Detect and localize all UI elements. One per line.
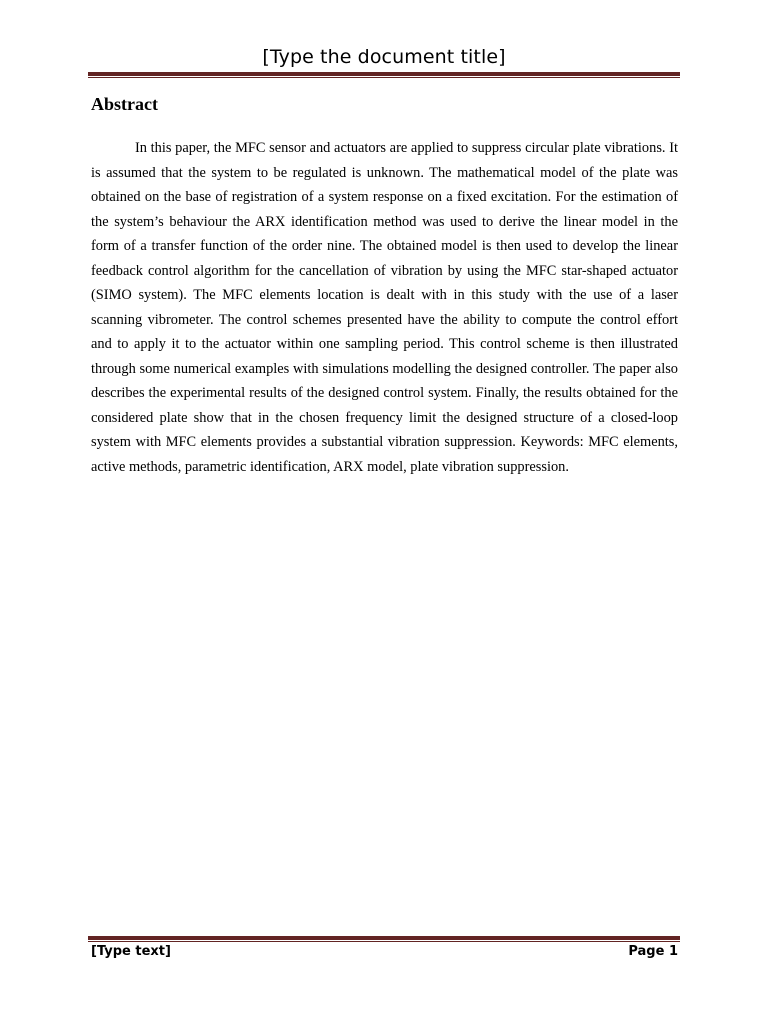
header-rule-thick bbox=[88, 72, 680, 76]
header-rule-thin bbox=[88, 77, 680, 78]
page-number: Page 1 bbox=[628, 944, 678, 959]
footer-rule-thick bbox=[88, 936, 680, 940]
footer-rule-thin bbox=[88, 941, 680, 942]
document-title: [Type the document title] bbox=[262, 46, 506, 68]
abstract-heading: Abstract bbox=[91, 94, 158, 114]
footer-text: [Type text] bbox=[91, 944, 171, 959]
abstract-body: In this paper, the MFC sensor and actuators are applied to suppress circular plate vibrations. It is assumed that the system to be regulated is unknown. The mathematical model of the plate was obtained on the base of registration of a system response on a fixed excitation. For the estimation of the system’s behaviour the ARX identification method was used to derive the linear model in the form of a transfer function of the order nine. The obtained model is then used to develop the linear feedback control algorithm for the cancellation of vibration by using the MFC star-shaped actuator (SIMO system). The MFC elements location is dealt with in this study with the use of a laser scanning vibrometer. The control schemes presented have the ability to compute the control effort and to apply it to the actuator within one sampling period. This control scheme is then illustrated through some numerical examples with simulations modelling the designed controller. The paper also describes the experimental results of the designed control system. Finally, the results obtained for the considered plate show that in the chosen frequency limit the designed structure of a closed-loop system with MFC elements provides a substantial vibration suppression. Keywords: MFC elements, active methods, parametric identification, ARX model, plate vibration suppression. bbox=[91, 140, 678, 475]
